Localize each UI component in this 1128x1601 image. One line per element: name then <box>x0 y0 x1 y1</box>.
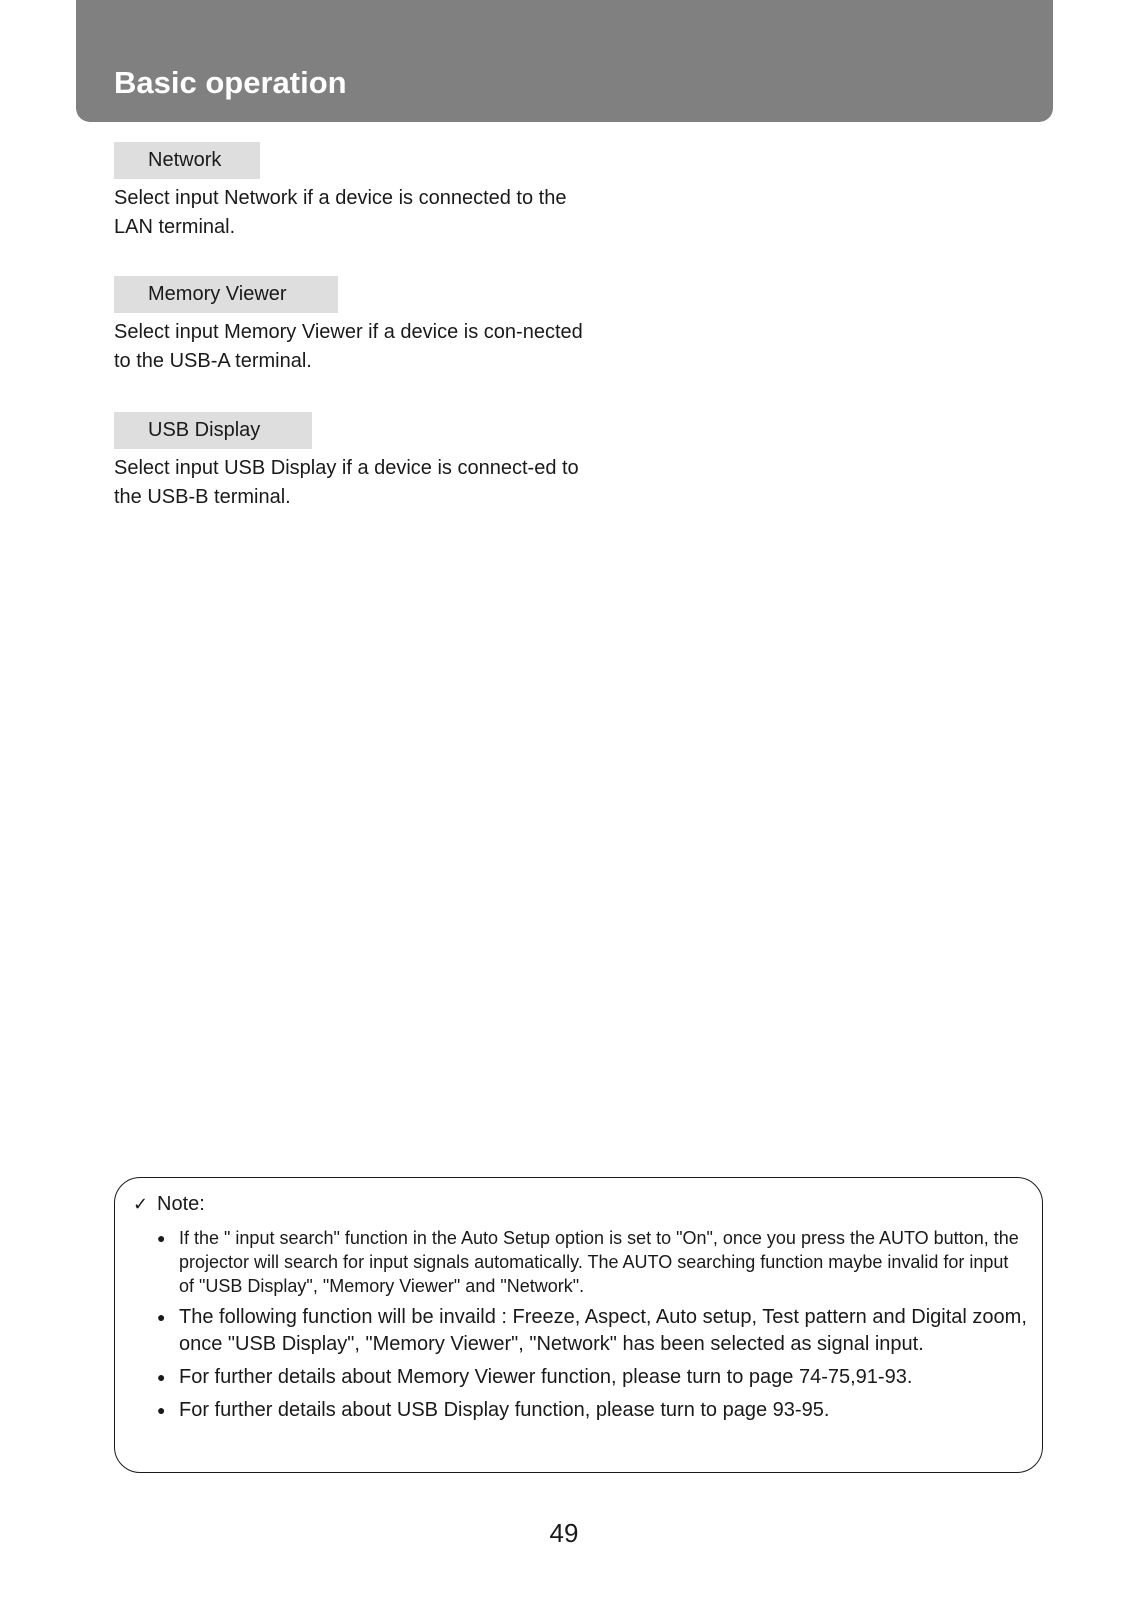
section-label-usb-display: USB Display <box>114 412 312 449</box>
section-text-usb-display: Select input USB Display if a device is connect-ed to the USB-B terminal. <box>114 457 579 508</box>
note-item-text: For further details about Memory Viewer function, please turn to page 74-75,91-93. <box>179 1366 913 1388</box>
bullet-icon: ● <box>157 1369 166 1385</box>
note-heading <box>133 1192 205 1216</box>
note-item <box>157 1304 1027 1358</box>
page-title: Basic operation <box>114 65 347 100</box>
note-item-text: The following function will be invaild : Freeze, Aspect, Auto setup, Test pattern and Digital zoom, once "USB Display", "Memory Viewer", "Network" has been selected as signal input. <box>179 1306 1027 1355</box>
section-label-network: Network <box>114 142 260 179</box>
note-box <box>114 1177 1043 1473</box>
bullet-icon: ● <box>157 1402 166 1418</box>
note-item <box>157 1397 1027 1424</box>
note-item-text: If the " input search" function in the Auto Setup option is set to "On", once you press the AUTO button, the projector will search for input signals automatically. The AUTO searching function maybe invalid for input of "USB Display", "Memory Viewer" and "Network". <box>179 1228 1019 1296</box>
note-list <box>157 1226 1027 1430</box>
note-item-text: For further details about USB Display function, please turn to page 93-95. <box>179 1399 830 1421</box>
note-item <box>157 1226 1027 1298</box>
section-label-memory-viewer: Memory Viewer <box>114 276 338 313</box>
bullet-icon: ● <box>157 1309 166 1325</box>
note-item <box>157 1364 1027 1391</box>
section-text-memory-viewer: Select input Memory Viewer if a device is con-nected to the USB-A terminal. <box>114 321 583 372</box>
note-heading-label: Note: <box>157 1193 205 1215</box>
page-number: 49 <box>549 1518 579 1548</box>
check-icon: ✓ <box>133 1194 149 1214</box>
header-band <box>76 0 1053 122</box>
bullet-icon: ● <box>157 1230 166 1246</box>
section-text-network: Select input Network if a device is connected to the LAN terminal. <box>114 187 567 238</box>
